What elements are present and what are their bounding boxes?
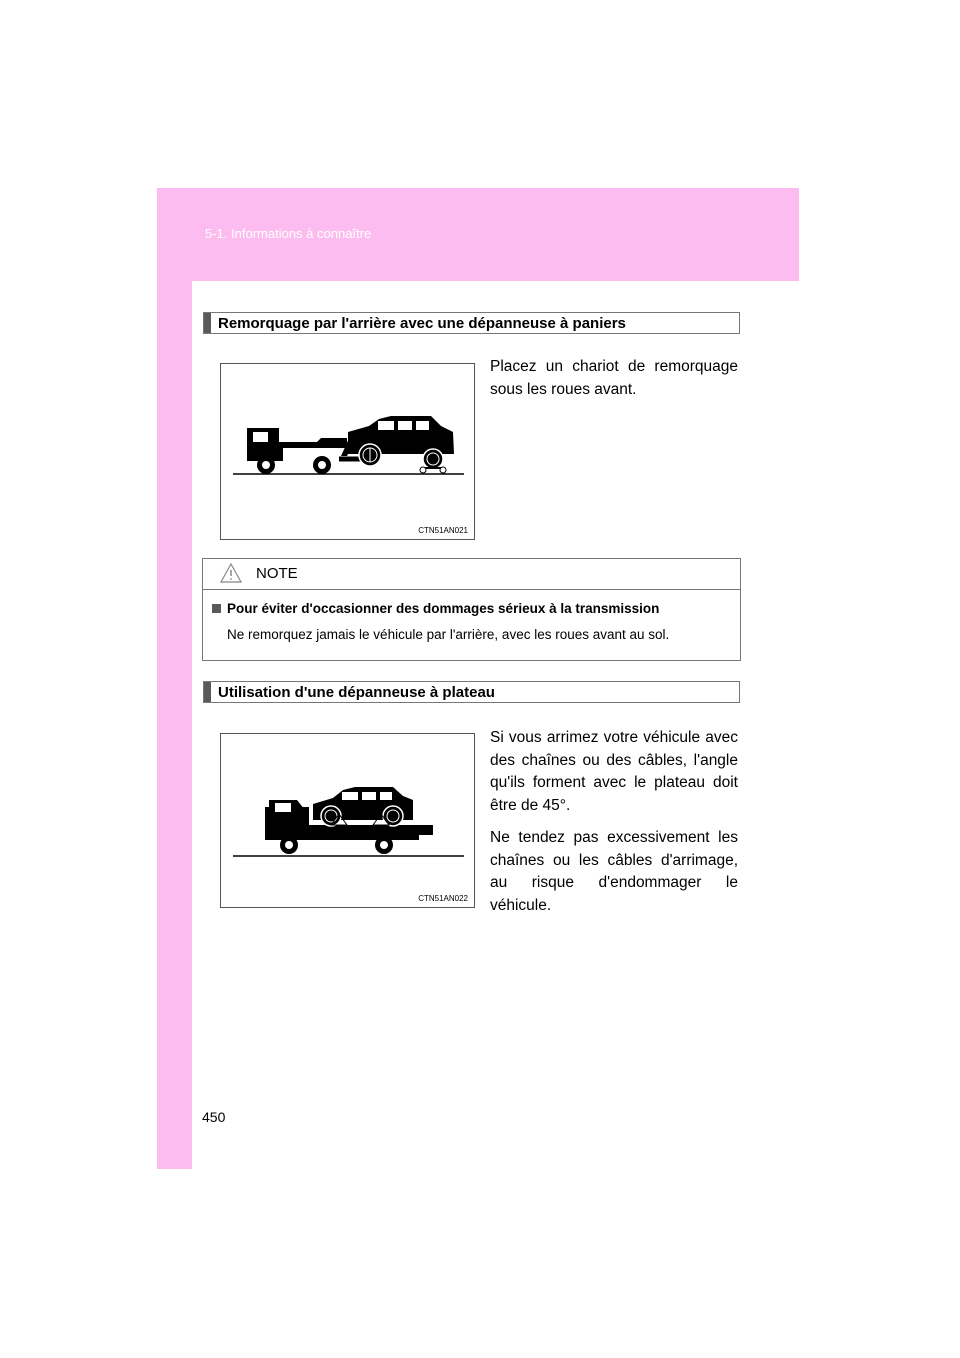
figure-code: CTN51AN022 <box>418 894 468 903</box>
figure-flatbed-tow <box>220 733 475 908</box>
note-label: NOTE <box>256 565 298 582</box>
warning-triangle-icon <box>219 562 243 584</box>
paragraph-flatbed-tension: Ne tendez pas excessivement les chaînes ou les câbles d'arrimage, au risque d'endommager le véhicule. <box>490 829 738 914</box>
note-title-text: Pour éviter d'occasionner des dommages sérieux à la transmission <box>227 601 660 616</box>
flatbed-tow-illustration <box>221 734 476 909</box>
note-title <box>212 601 659 616</box>
square-bullet-icon <box>212 604 221 613</box>
section-heading-rear-towing <box>203 312 740 334</box>
figure-wheel-lift-tow <box>220 363 475 540</box>
wheel-lift-tow-illustration <box>221 364 476 541</box>
note-header <box>203 559 740 590</box>
paragraph-flatbed-angle: Si vous arrimez votre véhicule avec des chaînes ou des câbles, l'angle qu'ils forment avec le plateau doit être de 45°. <box>490 729 738 814</box>
section-heading-text: Utilisation d'une dépanneuse à plateau <box>218 684 495 701</box>
note-body: Ne remorquez jamais le véhicule par l'arrière, avec les roues avant au sol. <box>227 627 670 642</box>
section-heading-text: Remorquage par l'arrière avec une dépanneuse à paniers <box>218 315 626 332</box>
heading-accent <box>204 682 211 702</box>
heading-accent <box>204 313 211 333</box>
side-band <box>157 281 192 1169</box>
page-number: 450 <box>202 1109 226 1125</box>
figure-code: CTN51AN021 <box>418 526 468 535</box>
note-box <box>202 558 741 661</box>
paragraph-wheel-lift: Placez un chariot de remorquage sous les roues avant. <box>490 358 738 398</box>
section-heading-flatbed <box>203 681 740 703</box>
section-label: 5-1. Informations à connaître <box>205 226 372 241</box>
